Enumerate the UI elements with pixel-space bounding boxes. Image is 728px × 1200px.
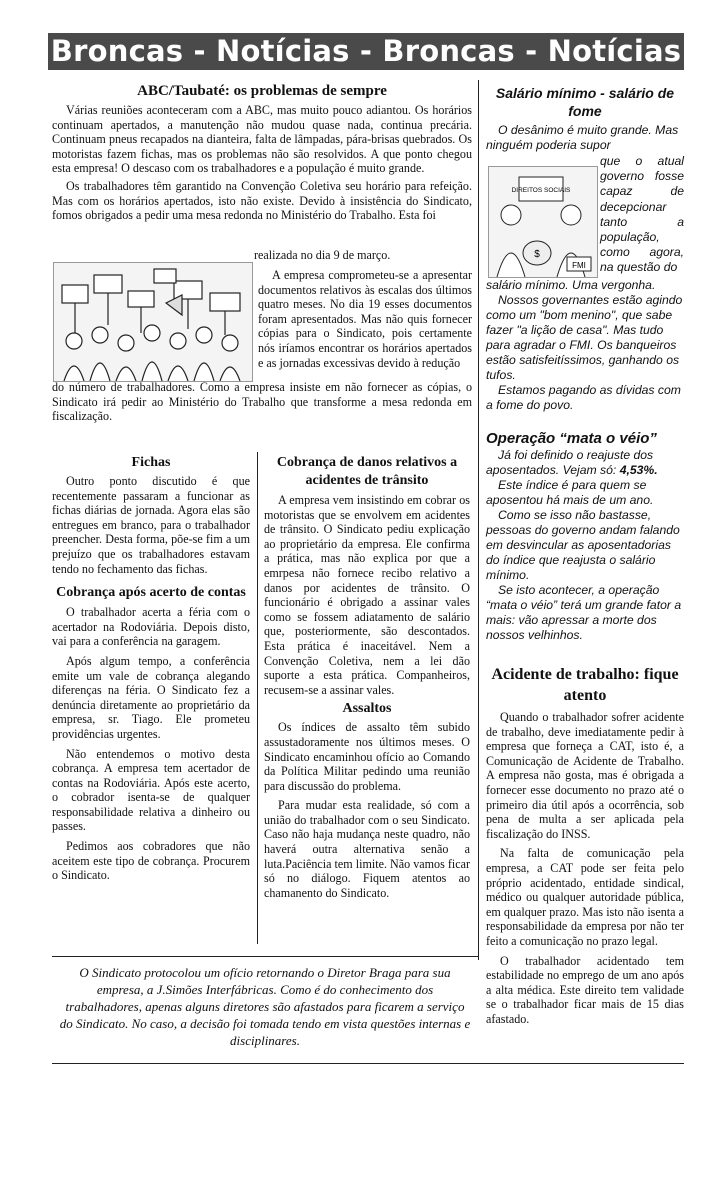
abc-paragraph-3: A empresa comprometeu-se a apresentar documentos relativos às escalas dos últimos quatro meses. No dia 19 esses documentos foram apresentados. Mas não quis fornecer cópias para o Sindicato, pois certamente nós iríamos encontrar os horários apertados e as jornadas excessivas devido à redução xyxy=(258,268,472,370)
salario-wrap-text xyxy=(600,154,684,276)
abc-title: ABC/Taubaté: os problemas de sempre xyxy=(137,83,387,99)
note-top-rule xyxy=(52,956,478,957)
operacao-paragraph-1-text: Já foi definido o reajuste dos aposentados. Vejam só: xyxy=(486,448,654,477)
cartoon-sack-label: FMI xyxy=(572,261,586,270)
footer-rule xyxy=(52,1063,684,1064)
acidente-paragraph-1: Quando o trabalhador sofrer acidente de trabalho, deve imediatamente pedir à empresa que forneça a CAT, isto é, a Comunicação de Acidente de Trabalho. A empresa não gosta, mas é obrigada a fornecer esse documento no prazo até o primeiro dia útil após a ocorrência, sob pena de multa a ser aplicada pela fiscalização do INSS. xyxy=(486,710,684,841)
oficio-note xyxy=(58,964,472,1049)
danos-title: Cobrança de danos relativos a acidentes de trânsito xyxy=(276,455,458,488)
banner-title: Broncas - Notícias - Broncas - Notícias xyxy=(48,33,684,70)
salario-paragraph-3: Estamos pagando as dívidas com a fome do povo. xyxy=(486,383,681,412)
salario-paragraph-2: Nossos governantes estão agindo como um "bom menino", que sabe fazer "a lição de casa". Mas tudo para agradar o FMI. Os banqueiros estão satisfeitíssimos, ganhando os tufos. xyxy=(486,293,683,382)
salario-paragraph-1a: O desânimo é muito grande. Mas ninguém poderia supor xyxy=(486,123,679,152)
fichas-title: Fichas xyxy=(131,455,171,470)
protest-crowd-illustration xyxy=(53,262,253,382)
acidente-paragraph-2: Na falta de comunicação pela empresa, a CAT pode ser feita pelo próprio acidentado, entidade sindical, médico ou qualquer autoridade pública, em qualquer prazo. Mas isto não isenta a responsabilidade da empresa por não ter feito a comunicação no prazo legal. xyxy=(486,846,684,948)
assaltos-paragraph-1: Os índices de assalto têm subido assustadoramente nos últimos meses. O Sindicato encaminhou ofício ao Comando da Política Militar pedindo uma reunião para discussão do problema. xyxy=(264,720,470,793)
operacao-title xyxy=(486,429,684,448)
column-divider-left xyxy=(257,452,258,944)
column-divider-right xyxy=(478,80,479,960)
fmi-cartoon-illustration xyxy=(488,166,598,278)
abc-paragraph-2: Os trabalhadores têm garantido na Convenção Coletiva seu horário para refeição. Mas com os horários apertados, isto não existe. Devido à insistência do Sindicato, fomos obrigados a pedir uma mesa redonda no Ministério do Trabalho. Esta foi xyxy=(52,178,472,223)
acidente-paragraph-3: O trabalhador acidentado tem estabilidade no emprego de um ano após a alta médica. Este direito tem validade se o trabalhador ficar mais de 15 dias afastado. xyxy=(486,953,684,1026)
reajuste-value: 4,53%. xyxy=(619,463,658,477)
abc-paragraph-2-end: realizada no dia 9 de março. xyxy=(254,248,391,262)
salario-paragraph-1b: que o atual governo fosse capaz de decepcionar tanto a população, como agora, na questão do xyxy=(600,154,684,275)
salario-continuation xyxy=(486,278,684,643)
abc-continuation xyxy=(258,268,472,370)
acidente-article xyxy=(486,664,684,1026)
abc-article xyxy=(52,82,472,223)
assaltos-paragraph-2: Para mudar esta realidade, só com a união do trabalhador com o seu Sindicato. Caso não haja mudança neste quadro, não haverá outra alternativa senão a luta.Paciência tem limite. Não vamos ficar só no diálogo. Fiquem atentos ao chamanento do Sindicato. xyxy=(264,798,470,900)
cobranca-contas-paragraph-3: Não entendemos o motivo desta cobrança. A empresa tem acertador de contas na Rodoviária. Após este acerto, o cobrador isenta-se de qualquer responsabilidade relativa a dinheiro ou passes. xyxy=(52,746,250,834)
operacao-paragraph-1 xyxy=(486,448,684,478)
oficio-note-text: O Sindicato protocolou um ofício retornando o Diretor Braga para sua empresa, a J.Simões Interfábricas. Como é do conhecimento dos trabalhadores, apenas alguns diretores são afastados para ficarem a serviço do Sindicato. No caso, a decisão foi tomada tendo em vista questões internas e disciplinares. xyxy=(59,965,471,1048)
salario-title: Salário mínimo - salário de fome xyxy=(495,85,675,119)
cartoon-coin-label: $ xyxy=(534,249,540,260)
operacao-paragraph-3: Como se isso não bastasse, pessoas do governo andam falando em desvincular as aposentadorias do índice que reajusta o salário mínimo. xyxy=(486,508,680,582)
cobranca-contas-paragraph-1: O trabalhador acerta a féria com o acertador na Rodoviária. Depois disto, vai para a conferência na garagem. xyxy=(52,605,250,649)
abc-paragraph-3-end: do número de trabalhadores. Como a empresa insiste em não fornecer as cópias, o Sindicato irá pedir ao Ministério do Trabalho que transforme a mesa redonda em fiscalização. xyxy=(52,380,472,424)
operacao-title-text: Operação “mata o véio” xyxy=(486,430,657,447)
cobranca-contas-paragraph-4: Pedimos aos cobradores que não aceitem este tipo de cobrança. Procurem o Sindicato. xyxy=(52,839,250,883)
operacao-paragraph-4: Se isto acontecer, a operação “mata o véio” terá um grande fator a mais: vão apressar a morte dos nossos velhinhos. xyxy=(486,583,682,642)
cobranca-contas-title: Cobrança após acerto de contas xyxy=(56,585,246,601)
salario-paragraph-1c: salário mínimo. Uma vergonha. xyxy=(486,278,656,292)
fichas-column xyxy=(52,454,250,883)
operacao-paragraph-2: Este índice é para quem se aposentou há mais de um ano. xyxy=(486,478,654,507)
cartoon-box-label: DIREITOS SOCIAIS xyxy=(511,187,571,194)
danos-paragraph: A empresa vem insistindo em cobrar os motoristas que se envolvem em acidentes de trânsito. O Sindicato pediu explicação ao proprietário da empresa. Ele confirma a prática, mas não explica por que a emrpesa não fornece recibo relativo a danos por acidentes de trânsito. O funcionário é obrigado a assinar vales como se fossem adiatamento de salário que, posteriormente, são descontados. Esta prática é inaceitável. Nem a Convenção Coletiva, nem a lei dão suporte a esta prática. Companheiros, recusem-se a assinar vales. xyxy=(264,493,470,697)
acidente-title: Acidente de trabalho: fique atento xyxy=(491,666,679,704)
fichas-paragraph: Outro ponto discutido é que recentemente passaram a funcionar as fichas diárias de jornada. Agora elas são entregues em branco, para o trabalhador preencher. Desta forma, põe-se fim a um prejuízo que os trabalhadores estavam tendo no fechamento das fichas. xyxy=(52,474,250,576)
abc-paragraph-1: Várias reuniões aconteceram com a ABC, mas muito pouco adiantou. Os horários continuam apertados, a manutenção não mudou quase nada, continua precária. Continuam pneus recapados na dianteira, falta de lâmpadas, pára-brisas quebrados. Os motoristas fazem fichas, mas os problemas não são resolvidos. A que ponto chegou esta empresa! O descaso com os trabalhadores e a população é muito grande. xyxy=(52,103,472,176)
salario-article xyxy=(486,84,684,153)
abc-conclusion xyxy=(52,380,472,424)
assaltos-title: Assaltos xyxy=(342,701,392,717)
danos-column xyxy=(264,454,470,900)
cobranca-contas-paragraph-2: Após algum tempo, a conferência emite um vale de cobrança alegando diferenças na féria. O Sindicato fez a denúncia diretamente ao proprietário da empresa, sr. Tiago. Ele prometeu providências urgentes. xyxy=(52,653,250,741)
